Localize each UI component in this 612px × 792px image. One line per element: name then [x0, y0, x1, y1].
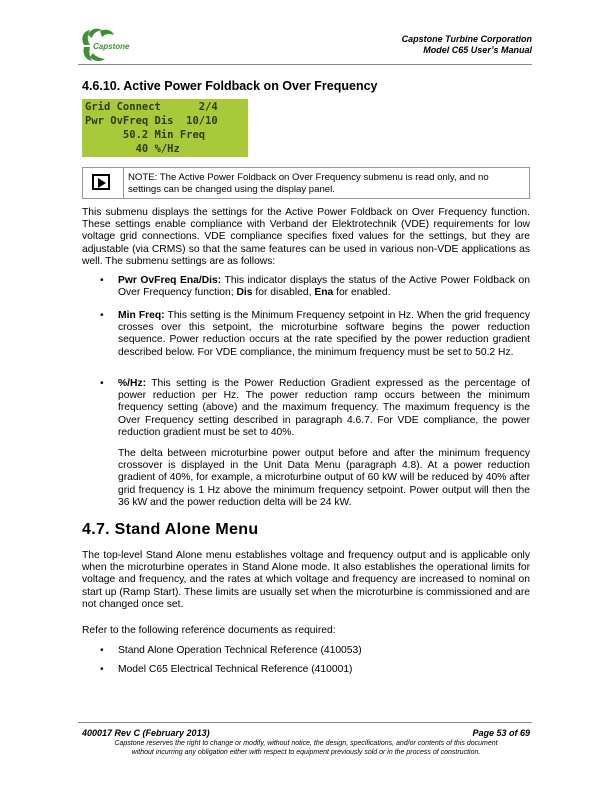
- bullet-text: for disabled,: [252, 287, 315, 299]
- standalone-heading: 4.7. Stand Alone Menu: [82, 521, 259, 538]
- play-arrow-icon: [92, 174, 110, 190]
- bullet-mark: •: [100, 664, 104, 675]
- bullet-pct-hz: [118, 378, 530, 439]
- notice-line: Capstone reserves the right to change or modify, without notice, the design, specifications, and/or contents of this document: [114, 740, 498, 747]
- term: Min Freq:: [118, 310, 165, 321]
- footer-notice: [82, 739, 530, 757]
- bullet-mark: •: [100, 310, 104, 321]
- bullet-pwr-ovfreq: [118, 275, 530, 299]
- ref-item: Model C65 Electrical Technical Reference (410001): [118, 664, 353, 675]
- bullet-mark: •: [100, 275, 104, 286]
- doc-revision: 400017 Rev C (February 2013): [82, 728, 210, 738]
- bullet-mark: •: [100, 378, 104, 389]
- lcd-row: 50.2 Min Freq: [85, 129, 206, 141]
- section-title: 4.6.10. Active Power Foldback on Over Frequency: [82, 79, 378, 93]
- refer-paragraph: Refer to the following reference documents as required:: [82, 625, 336, 636]
- capstone-logo: [78, 27, 136, 63]
- header-company-block: [402, 34, 532, 56]
- ref-item: Stand Alone Operation Technical Reference (410053): [118, 645, 362, 656]
- bullet-text: This indicator displays the status of the Active Power Foldback on Over Frequency function;: [118, 275, 531, 299]
- bullet-text: This setting is the Power Reduction Gradient expressed as the percentage of power reduction per Hz. The power reduction ramp occurs between the minimum frequency setting (above) and the maximum frequency. The maximum frequency is the Over Frequency setting described in paragraph 4.6.7. For VDE compliance, the power reduction gradient must be set to 40%.: [118, 378, 530, 438]
- lcd-row: Pwr OvFreq Dis 10/10: [85, 115, 218, 127]
- footer-rule: [78, 722, 532, 723]
- bullet-text: for enabled.: [333, 287, 391, 299]
- bullet-mark: •: [100, 645, 104, 656]
- bullet-text: This setting is the Minimum Frequency setpoint in Hz. When the grid frequency crosses over this setpoint, the microturbine software begins the power reduction sequence. Power reduction occurs at the rate specified by the power reduction gradient described below. For VDE compliance, the minimum frequency must be set to 50.2 Hz.: [118, 310, 530, 358]
- term: Pwr OvFreq Ena/Dis:: [118, 275, 222, 286]
- lcd-display: [82, 99, 248, 157]
- delta-paragraph: The delta between microturbine power output before and after the minimum frequency crossover is displayed in the Unit Data Menu (paragraph 4.8). At a power reduction gradient of 40%, for example, a microturbine output of 60 kW will be reduced by 40% after grid frequency is 1 Hz above the minimum frequency setpoint. Power output will then the 36 kW and the power reduction delta will be 24 kW.: [118, 448, 530, 508]
- lcd-row: 40 %/Hz: [85, 143, 180, 155]
- note-box: [82, 167, 530, 199]
- intro-paragraph: This submenu displays the settings for the Active Power Foldback on Over Frequency function. These settings enable compliance with Verband der Elektrotechnik (VDE) requirements for low voltage grid connections. VDE compliance specifies fixed values for the settings, but they are adjustable (via CRMS) so that the same features can be used in various non-VDE applications as well. The submenu settings are as follows:: [82, 207, 530, 267]
- note-icon-cell: [83, 168, 124, 198]
- standalone-paragraph: The top-level Stand Alone menu establishes voltage and frequency output and is applicable only when the microturbine operates in Stand Alone mode. It also establishes the operational limits for voltage and frequency, and the rates at which voltage and frequency are increased to nominal on start up (Ramp Start). These limits are usually set when the microturbine is commissioned and are not changed once set.: [82, 550, 530, 610]
- term-ena: Ena: [314, 287, 334, 299]
- header-rule: [78, 64, 532, 65]
- bullet-min-freq: [118, 310, 530, 359]
- page-number: Page 53 of 69: [472, 728, 530, 738]
- note-text: NOTE: The Active Power Foldback on Over Frequency submenu is read only, and no settings can be changed using the display panel.: [128, 172, 489, 195]
- logo-wordmark: Capstone: [93, 42, 130, 51]
- lcd-row: Grid Connect 2/4: [85, 101, 218, 113]
- manual-name: Model C65 User’s Manual: [423, 45, 532, 55]
- term-dis: Dis: [236, 287, 253, 299]
- notice-line: without incurring any obligation either with respect to equipment previously sold or in the process of construction.: [131, 749, 481, 756]
- term: %/Hz:: [118, 378, 147, 389]
- company-name: Capstone Turbine Corporation: [401, 34, 532, 44]
